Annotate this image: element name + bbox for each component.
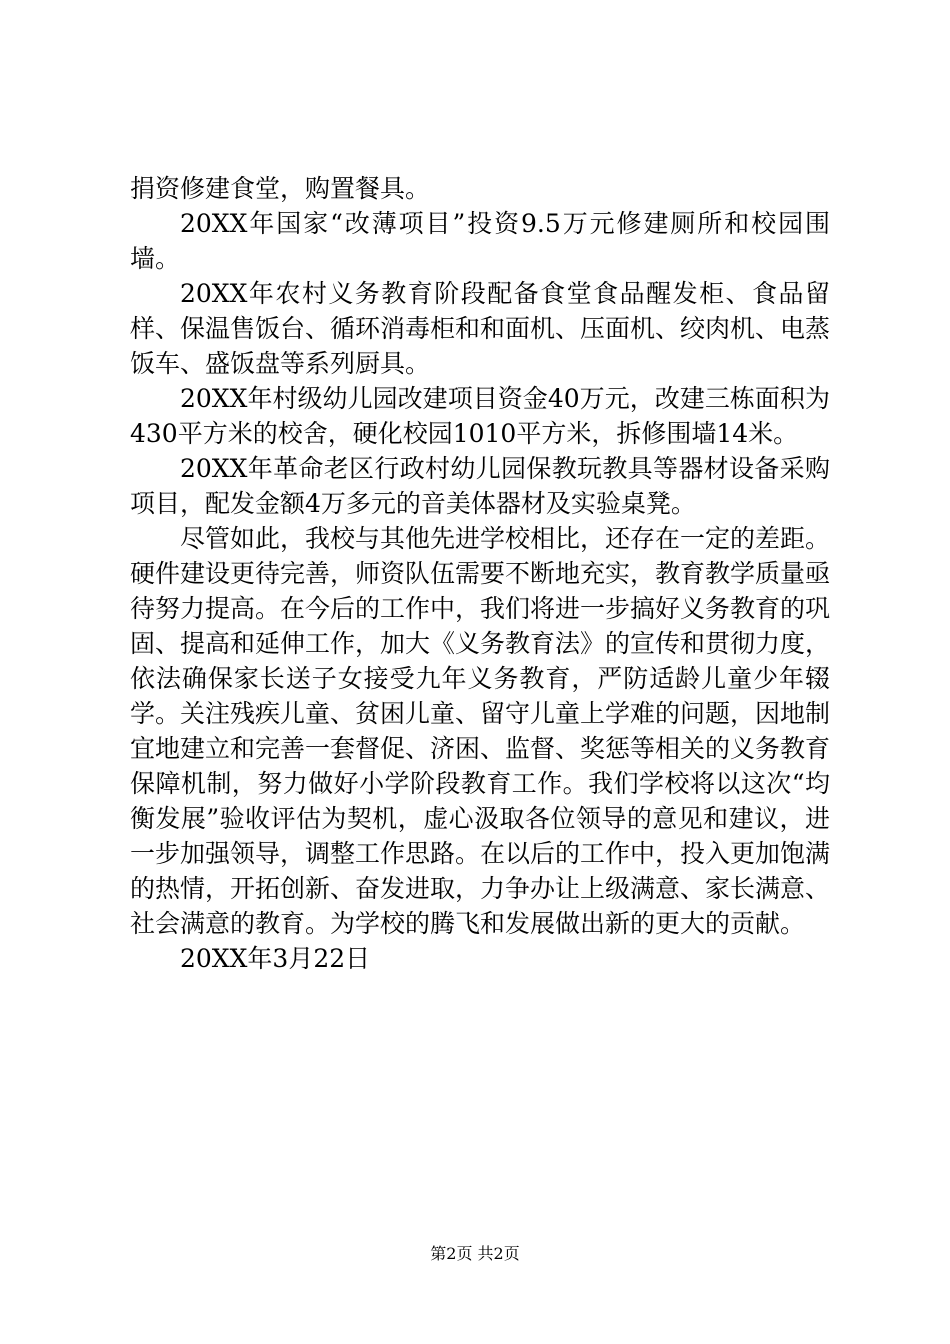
page-number-footer: 第2页 共2页	[430, 1244, 520, 1263]
paragraph-3: 20XX年农村义务教育阶段配备食堂食品醒发柜、食品留样、保温售饭台、循环消毒柜和和面机、压面机、绞肉机、电蒸饭车、盛饭盘等系列厨具。	[130, 279, 831, 378]
paragraph-2: 20XX年国家“改薄项目”投资9.5万元修建厕所和校园围墙。	[130, 209, 830, 273]
document-body	[130, 171, 830, 976]
date-line: 20XX年3月22日	[180, 944, 371, 973]
paragraph-5: 20XX年革命老区行政村幼儿园保教玩教具等器材设备采购项目，配发金额4万多元的音美体器材及实验桌凳。	[130, 454, 830, 518]
paragraph-6: 尽管如此，我校与其他先进学校相比，还存在一定的差距。硬件建设更待完善，师资队伍需要不断地充实，教育教学质量亟待努力提高。在今后的工作中，我们将进一步搞好义务教育的巩固、提高和延伸工作，加大《义务教育法》的宣传和贯彻力度，依法确保家长送子女接受九年义务教育，严防适龄儿童少年辍学。关注残疾儿童、贫困儿童、留守儿童上学难的问题，因地制宜地建立和完善一套督促、济困、监督、奖惩等相关的义务教育保障机制，努力做好小学阶段教育工作。我们学校将以这次“均衡发展”验收评估为契机，虚心汲取各位领导的意见和建议，进一步加强领导，调整工作思路。在以后的工作中，投入更加饱满的热情，开拓创新、奋发进取，力争办让上级满意、家长满意、社会满意的教育。为学校的腾飞和发展做出新的更大的贡献。	[130, 524, 831, 938]
paragraph-4: 20XX年村级幼儿园改建项目资金40万元，改建三栋面积为430平方米的校舍，硬化校园1010平方米，拆修围墙14米。	[130, 384, 830, 448]
paragraph-1: 捐资修建食堂，购置餐具。	[130, 174, 431, 203]
